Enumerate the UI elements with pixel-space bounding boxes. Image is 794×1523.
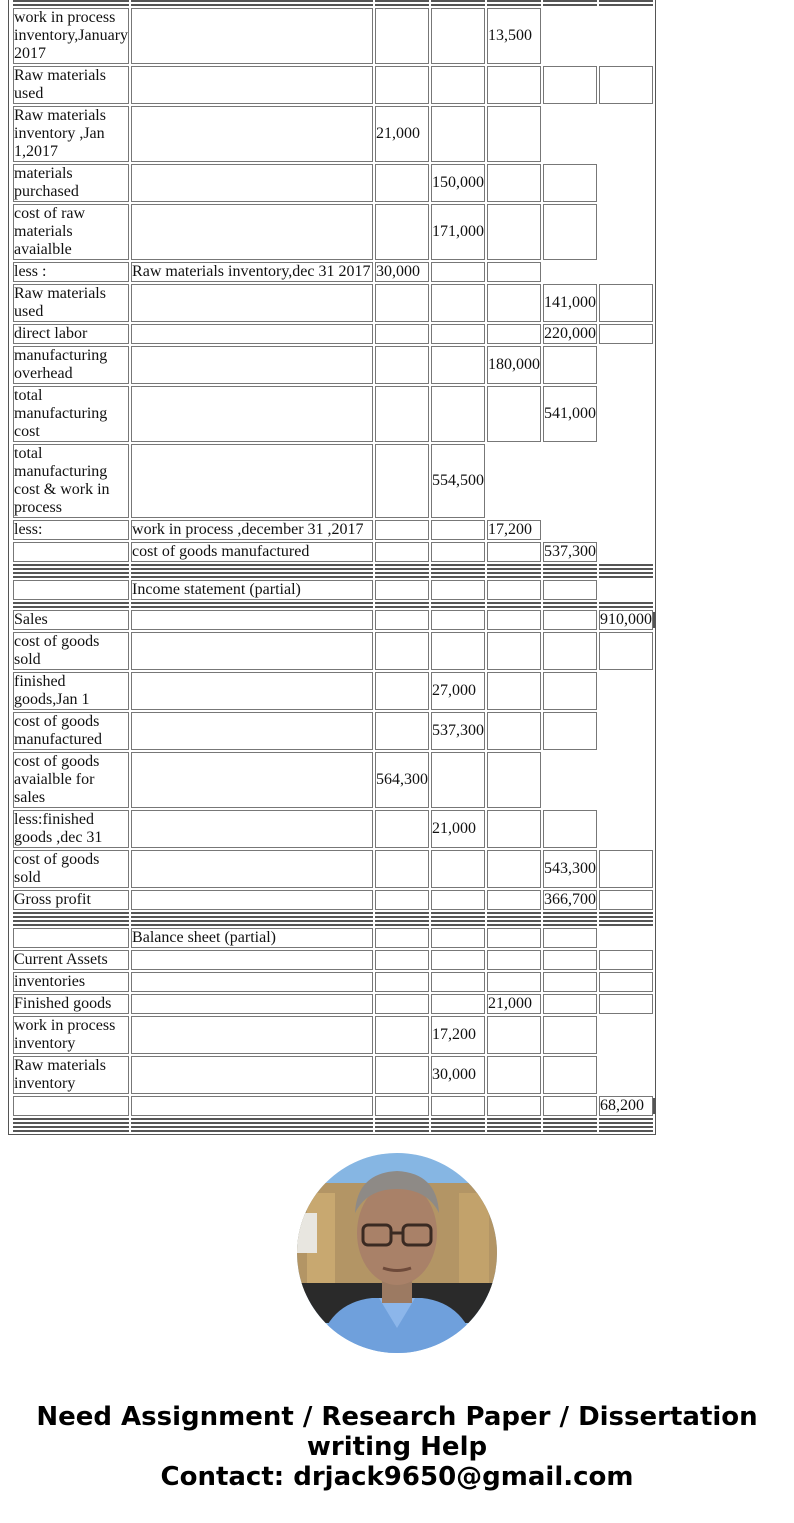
amount-cell: 171,000 [431, 204, 485, 260]
row-description [131, 672, 373, 710]
row-label: less:finished goods ,dec 31 [13, 810, 129, 848]
table-row [13, 346, 653, 384]
person-photo-icon [297, 1153, 497, 1353]
row-label: total manufacturing cost [13, 386, 129, 442]
row-label: Raw materials inventory [13, 1056, 129, 1094]
amount-cell [543, 972, 597, 992]
amount-cell [375, 346, 429, 384]
row-description [131, 444, 373, 518]
section-title-row [13, 580, 653, 600]
amount-cell [487, 1056, 541, 1094]
row-description [131, 386, 373, 442]
row-label: less : [13, 262, 129, 282]
amount-cell [487, 632, 541, 670]
table-row [13, 284, 653, 322]
balance-sheet-title: Balance sheet (partial) [131, 928, 373, 948]
row-description [131, 1056, 373, 1094]
amount-cell [375, 972, 429, 992]
accounting-worksheet [8, 0, 656, 1135]
separator-row [13, 0, 653, 6]
amount-cell [599, 994, 653, 1014]
amount-cell [375, 632, 429, 670]
separator-row [13, 1118, 653, 1124]
amount-cell: 27,000 [431, 672, 485, 710]
amount-cell [375, 324, 429, 344]
amount-cell [487, 752, 541, 808]
amount-cell: 554,500 [431, 444, 485, 518]
amount-cell [375, 610, 429, 630]
amount-cell: 564,300 [375, 752, 429, 808]
table-row [13, 520, 653, 540]
amount-cell: 150,000 [431, 164, 485, 202]
amount-cell [431, 386, 485, 442]
row-description [131, 164, 373, 202]
row-label: less: [13, 520, 129, 540]
amount-cell [543, 672, 597, 710]
row-description [131, 106, 373, 162]
amount-cell [431, 66, 485, 104]
amount-cell [375, 8, 429, 64]
section-title-row [13, 928, 653, 948]
separator-row [13, 920, 653, 926]
amount-cell [375, 386, 429, 442]
total-inventories-cell: 68,200 [599, 1096, 653, 1116]
amount-cell: 21,000 [487, 994, 541, 1014]
amount-cell: 21,000 [375, 106, 429, 162]
row-label [13, 542, 129, 562]
table-row [13, 1016, 653, 1054]
table-row [13, 1096, 653, 1116]
table-row [13, 890, 653, 910]
amount-cell [543, 164, 597, 202]
footer-line-2: writing Help [306, 1432, 488, 1462]
amount-cell [375, 672, 429, 710]
amount-cell: 21,000 [431, 810, 485, 848]
amount-cell: 13,500 [487, 8, 541, 64]
row-label [13, 1096, 129, 1116]
amount-cell [375, 994, 429, 1014]
amount-cell [599, 632, 653, 670]
amount-cell: 30,000 [375, 262, 429, 282]
row-label: Sales [13, 610, 129, 630]
table-row [13, 752, 653, 808]
footer-line-1: Need Assignment / Research Paper / Dissertation [36, 1402, 758, 1432]
table-row [13, 1056, 653, 1094]
row-label: Raw materials used [13, 284, 129, 322]
amount-cell: 220,000 [544, 325, 596, 342]
amount-cell [431, 284, 485, 322]
table-row [13, 810, 653, 848]
row-description: cost of goods manufactured [131, 542, 373, 562]
amount-cell [543, 610, 597, 630]
amount-cell [487, 712, 541, 750]
amount-cell: 537,300 [431, 712, 485, 750]
amount-cell [431, 890, 485, 910]
amount-cell [375, 1056, 429, 1094]
amount-cell [543, 950, 597, 970]
amount-cell: 366,700 [544, 891, 596, 908]
separator-row [13, 912, 653, 918]
row-label: cost of goods sold [13, 632, 129, 670]
amount-cell: 17,200 [487, 520, 541, 540]
amount-cell [487, 850, 541, 888]
table-row [13, 632, 653, 670]
amount-cell [543, 1016, 597, 1054]
table-row [13, 672, 653, 710]
amount-cell [375, 542, 429, 562]
contact-footer [0, 1402, 794, 1492]
amount-cell [431, 950, 485, 970]
amount-cell [431, 610, 485, 630]
row-label: Finished goods [13, 994, 129, 1014]
row-description [131, 8, 373, 64]
row-label: cost of goods sold [13, 850, 129, 888]
table-row [13, 994, 653, 1014]
table-row [13, 8, 653, 64]
row-label: cost of goods manufactured [13, 712, 129, 750]
profile-photo-avatar [297, 1153, 497, 1353]
amount-cell [543, 1096, 597, 1116]
amount-cell: 910,000 [600, 611, 652, 628]
row-description [131, 1096, 373, 1116]
row-description [131, 610, 373, 630]
row-label: work in process inventory [13, 1016, 129, 1054]
row-description [131, 204, 373, 260]
amount-cell: 541,000 [543, 386, 597, 442]
amount-cell [543, 346, 597, 384]
table-row [13, 972, 653, 992]
separator-row [13, 1126, 653, 1132]
amount-cell [599, 972, 653, 992]
amount-cell [487, 950, 541, 970]
amount-cell [431, 972, 485, 992]
amount-cell [487, 672, 541, 710]
amount-cell [487, 542, 541, 562]
amount-cell [375, 890, 429, 910]
amount-cell [375, 712, 429, 750]
amount-cell [431, 262, 485, 282]
row-description [131, 890, 373, 910]
amount-cell [375, 810, 429, 848]
row-label: inventories [13, 972, 129, 992]
row-description [131, 346, 373, 384]
amount-cell [599, 66, 653, 104]
amount-cell [487, 164, 541, 202]
row-description [131, 632, 373, 670]
amount-cell [431, 542, 485, 562]
table-row [13, 386, 653, 442]
separator-row [13, 564, 653, 570]
row-label: work in process inventory,January 2017 [14, 9, 129, 62]
table-row [13, 324, 653, 344]
amount-cell: 180,000 [487, 346, 541, 384]
amount-cell [431, 632, 485, 670]
amount-cell [487, 1016, 541, 1054]
amount-cell: 537,300 [544, 543, 596, 560]
amount-cell [431, 324, 485, 344]
row-description [131, 972, 373, 992]
row-label: direct labor [13, 324, 129, 344]
row-description [131, 712, 373, 750]
separator-row [13, 572, 653, 578]
amount-cell [487, 284, 541, 322]
income-statement-title: Income statement (partial) [131, 580, 373, 600]
row-description: Raw materials inventory,dec 31 2017 [131, 262, 373, 282]
cost-of-goods-table [11, 0, 655, 1134]
row-label: cost of raw materials avaialble [13, 204, 129, 260]
amount-cell [487, 1096, 541, 1116]
amount-cell [431, 850, 485, 888]
table-row [13, 164, 653, 202]
separator-row [13, 602, 653, 608]
table-row [13, 204, 653, 260]
row-description [131, 324, 373, 344]
amount-cell [375, 204, 429, 260]
amount-cell [543, 994, 597, 1014]
amount-cell [599, 890, 653, 910]
amount-cell [543, 66, 597, 104]
row-description [131, 752, 373, 808]
row-description [131, 810, 373, 848]
amount-cell [431, 1096, 485, 1116]
contact-email-text: Contact: drjack9650@gmail.com [160, 1462, 634, 1492]
row-label: total manufacturing cost & work in process [13, 444, 129, 518]
amount-cell [487, 204, 541, 260]
table-row [13, 542, 653, 562]
table-row [13, 610, 653, 630]
row-label: finished goods,Jan 1 [13, 672, 129, 710]
amount-cell [375, 164, 429, 202]
row-label: Raw materials inventory ,Jan 1,2017 [13, 106, 129, 162]
amount-cell: 17,200 [431, 1016, 485, 1054]
amount-cell [487, 890, 541, 910]
table-row [13, 712, 653, 750]
amount-cell [487, 262, 541, 282]
amount-cell [431, 520, 485, 540]
row-label: Current Assets [13, 950, 129, 970]
row-description: work in process ,december 31 ,2017 [131, 520, 373, 540]
amount-cell [543, 632, 597, 670]
amount-cell [375, 950, 429, 970]
table-row [13, 850, 653, 888]
row-description [131, 66, 373, 104]
row-description [131, 994, 373, 1014]
table-row [13, 106, 653, 162]
row-description [131, 1016, 373, 1054]
amount-cell [375, 850, 429, 888]
amount-cell [487, 386, 541, 442]
row-label: Gross profit [13, 890, 129, 910]
amount-cell [487, 810, 541, 848]
amount-cell: 141,000 [543, 284, 597, 322]
amount-cell [431, 346, 485, 384]
amount-cell [543, 1056, 597, 1094]
table-row [13, 950, 653, 970]
amount-cell [599, 850, 653, 888]
amount-cell [375, 1096, 429, 1116]
table-row [13, 66, 653, 104]
amount-cell [487, 66, 541, 104]
amount-cell [487, 610, 541, 630]
amount-cell [599, 950, 653, 970]
amount-cell [487, 106, 541, 162]
row-label: manufacturing overhead [13, 346, 129, 384]
row-description [131, 950, 373, 970]
amount-cell [487, 972, 541, 992]
row-label: materials purchased [13, 164, 129, 202]
amount-cell [599, 284, 653, 322]
amount-cell [543, 204, 597, 260]
amount-cell: 30,000 [431, 1056, 485, 1094]
row-description [131, 850, 373, 888]
amount-cell [375, 66, 429, 104]
amount-cell [487, 324, 541, 344]
amount-cell [431, 106, 485, 162]
table-row [13, 262, 653, 282]
table-row [13, 444, 653, 518]
amount-cell [431, 994, 485, 1014]
amount-cell [375, 444, 429, 518]
amount-cell: 543,300 [543, 850, 597, 888]
amount-cell [375, 284, 429, 322]
amount-cell [431, 752, 485, 808]
amount-cell [543, 712, 597, 750]
amount-cell [375, 1016, 429, 1054]
row-label: cost of goods avaialble for sales [13, 752, 129, 808]
amount-cell [543, 810, 597, 848]
row-label: Raw materials used [13, 66, 129, 104]
amount-cell [375, 520, 429, 540]
amount-cell [599, 324, 653, 344]
row-description [131, 284, 373, 322]
amount-cell [431, 8, 485, 64]
